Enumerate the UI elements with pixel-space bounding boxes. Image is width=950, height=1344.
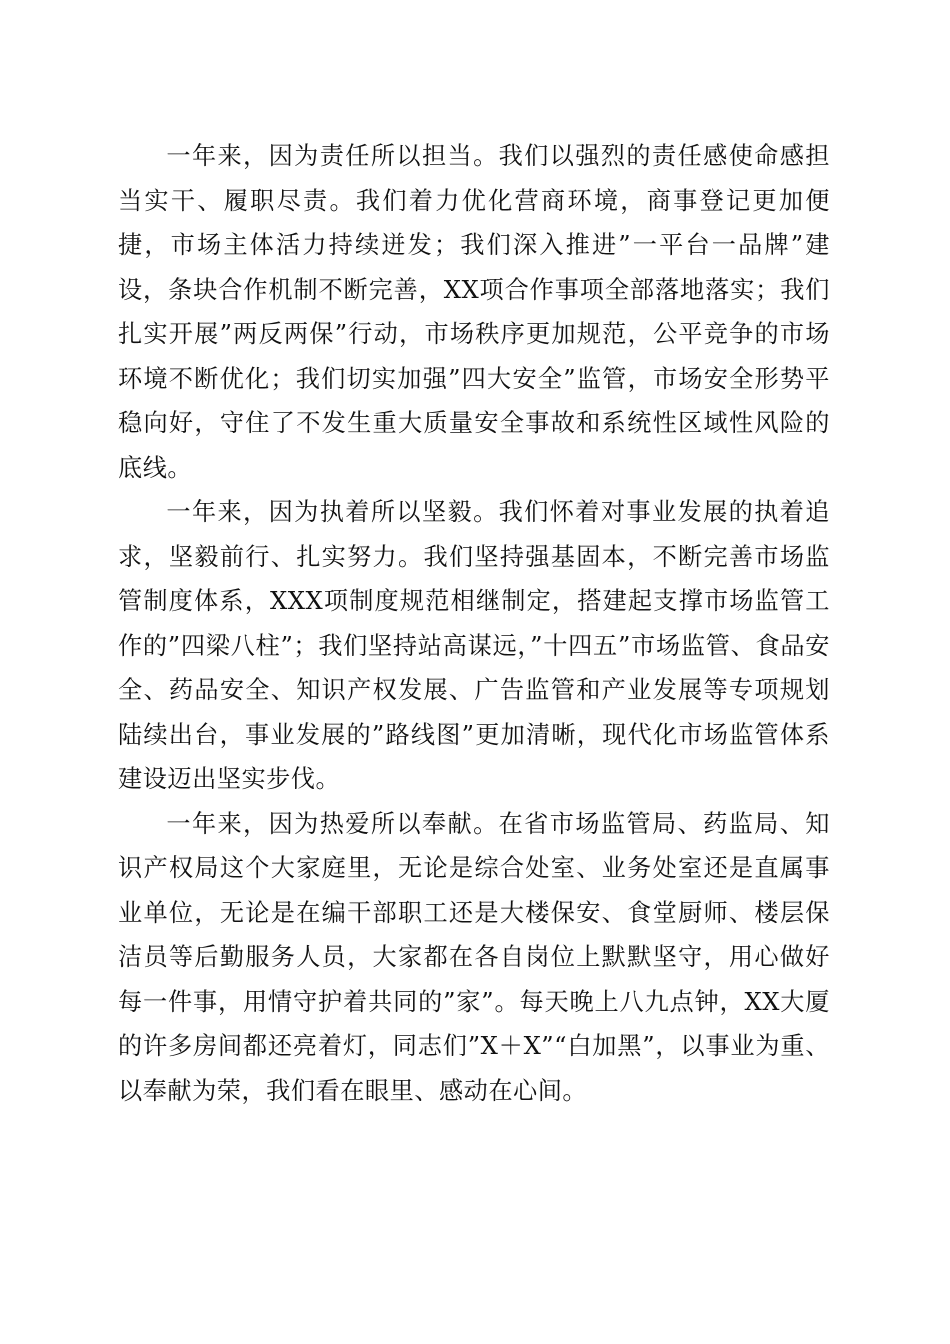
paragraph-dedication: 一年来，因为热爱所以奉献。在省市场监管局、药监局、知识产权局这个大家庭里，无论是综合处室、业务处室还是直属事业单位，无论是在编干部职工还是大楼保安、食堂厨师、楼层保洁员等后勤服务人员，大家都在各自岗位上默默坚守，用心做好每一件事，用情守护着共同的”家”。每天晚上八九点钟，XX大厦的许多房间都还亮着灯，同志们”X＋X”“白加黑”，以事业为重、以奉献为荣，我们看在眼里、感动在心间。 xyxy=(118,809,830,1105)
document-body xyxy=(118,134,830,1113)
paragraph-persistence: 一年来，因为执着所以坚毅。我们怀着对事业发展的执着追求，坚毅前行、扎实努力。我们坚持强基固本，不断完善市场监管制度体系，XXX项制度规范相继制定，搭建起支撑市场监管工作的”四梁八柱”；我们坚持站高谋远，”十四五”市场监管、食品安全、药品安全、知识产权发展、广告监管和产业发展等专项规划陆续出台，事业发展的”路线图”更加清晰，现代化市场监管体系建设迈出坚实步伐。 xyxy=(118,498,830,793)
paragraph-responsibility: 一年来，因为责任所以担当。我们以强烈的责任感使命感担当实干、履职尽责。我们着力优化营商环境，商事登记更加便捷，市场主体活力持续迸发；我们深入推进”一平台一品牌”建设，条块合作机制不断完善，XX项合作事项全部落地落实；我们扎实开展”两反两保”行动，市场秩序更加规范，公平竞争的市场环境不断优化；我们切实加强”四大安全”监管，市场安全形势平稳向好，守住了不发生重大质量安全事故和系统性区域性风险的底线。 xyxy=(118,142,830,482)
